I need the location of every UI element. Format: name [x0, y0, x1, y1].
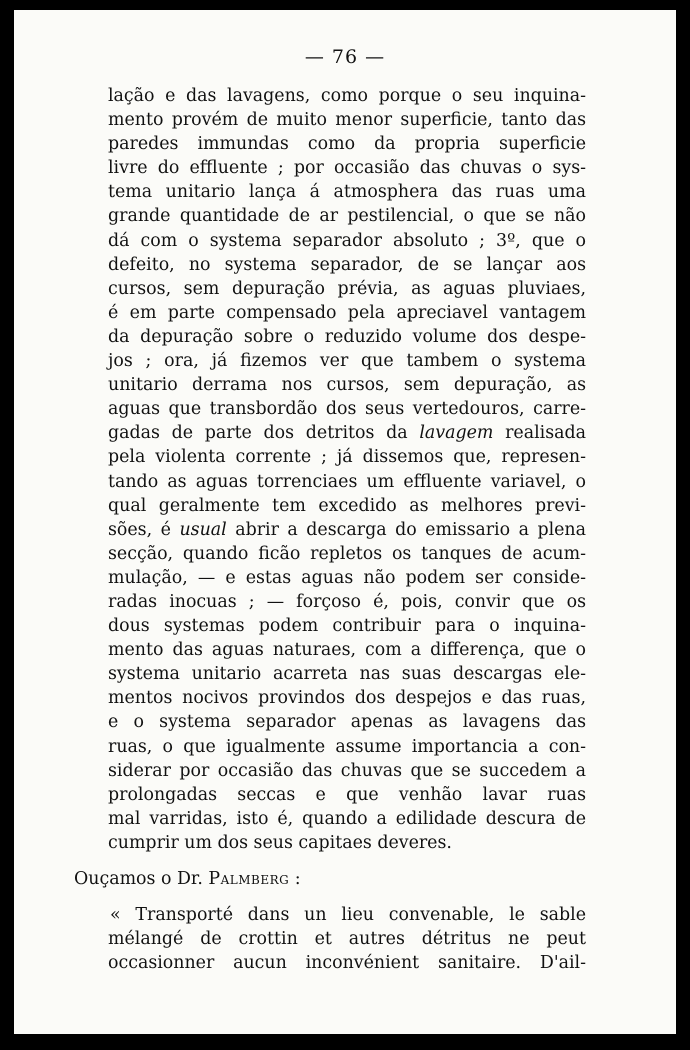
- text-line: [108, 518, 586, 542]
- text-line: dá com o systema separador absoluto ; 3º, que o: [108, 230, 586, 251]
- paragraph-spacer: [108, 855, 586, 867]
- paragraph-spacer: [108, 891, 586, 903]
- paragraph-2: [74, 867, 586, 891]
- text-line: grande quantidade de ar pestilencial, o que se não: [108, 206, 586, 227]
- quote-block: [108, 903, 586, 975]
- text-line: [108, 421, 586, 445]
- quote-line: mélangé de crottin et autres détritus ne peut: [108, 929, 586, 950]
- text-line: pela violenta corrente ; já dissemos que, represen-: [108, 447, 586, 468]
- text-line: livre do effluente ; por occasião das chuvas o sys-: [108, 158, 586, 179]
- text-fragment: Ouçamos o Dr.: [74, 869, 203, 889]
- text-line: mento provém de muito menor superficie, tanto das: [108, 110, 586, 131]
- paragraph-1: [108, 84, 586, 855]
- text-line: secção, quando ficão repletos os tanques de acum-: [108, 543, 586, 564]
- text-line: prolongadas seccas e que venhão lavar ruas: [108, 784, 586, 805]
- text-line: tema unitario lança á atmosphera das ruas uma: [108, 182, 586, 203]
- text-fragment: sões, é: [108, 519, 171, 540]
- text-line: mulação, — e estas aguas não podem ser conside-: [108, 567, 586, 588]
- text-line: paredes immundas como da propria superficie: [108, 134, 586, 155]
- text-line: é em parte compensado pela apreciavel vantagem: [108, 302, 586, 323]
- text-line: dous systemas podem contribuir para o inquina-: [108, 616, 586, 637]
- text-line: radas inocuas ; — forçoso é, pois, convir que os: [108, 591, 586, 612]
- text-line: cumprir um dos seus capitaes deveres.: [108, 832, 452, 853]
- text-line: mento das aguas naturaes, com a differença, que o: [108, 640, 586, 661]
- text-line: siderar por occasião das chuvas que se succedem a: [108, 760, 586, 781]
- author-name: Palmberg: [208, 869, 290, 889]
- text-fragment: :: [294, 869, 301, 889]
- text-line: lação e das lavagens, como porque o seu inquina-: [108, 86, 586, 106]
- text-fragment: realisada: [505, 423, 586, 444]
- text-fragment: gadas de parte dos detritos da: [108, 423, 408, 444]
- text-fragment: abrir a descarga do emissario a plena: [235, 519, 587, 540]
- text-line: [74, 867, 586, 891]
- text-line: mal varridas, isto é, quando a edilidade descura de: [108, 808, 586, 829]
- text-line: tando as aguas torrenciaes um effluente variavel, o: [108, 471, 586, 492]
- text-line: mentos nocivos provindos dos despejos e das ruas,: [108, 688, 586, 709]
- body-text: [74, 84, 587, 975]
- page-number-header: — 76 —: [304, 46, 386, 68]
- text-line: cursos, sem depuração prévia, as aguas pluviaes,: [108, 278, 586, 299]
- quote-line: « Transporté dans un lieu convenable, le sable: [110, 905, 586, 926]
- italic-term: usual: [179, 519, 227, 540]
- text-line: defeito, no systema separador, de se lançar aos: [108, 254, 586, 275]
- italic-term: lavagem: [419, 423, 494, 444]
- quote-line: occasionner aucun inconvénient sanitaire. D'ail-: [108, 953, 586, 974]
- text-line: aguas que transbordão dos seus vertedouros, carre-: [108, 399, 586, 420]
- text-line: unitario derrama nos cursos, sem depuração, as: [108, 375, 586, 396]
- text-line: da depuração sobre o reduzido volume dos despe-: [108, 326, 586, 347]
- book-page: [14, 10, 676, 1034]
- text-line: qual geralmente tem excedido as melhores previ-: [108, 495, 586, 516]
- text-line: jos ; ora, já fizemos ver que tambem o systema: [108, 351, 586, 372]
- text-line: e o systema separador apenas as lavagens das: [108, 712, 586, 733]
- text-line: systema unitario acarreta nas suas descargas ele-: [108, 664, 586, 685]
- text-line: ruas, o que igualmente assume importancia a con-: [108, 736, 586, 757]
